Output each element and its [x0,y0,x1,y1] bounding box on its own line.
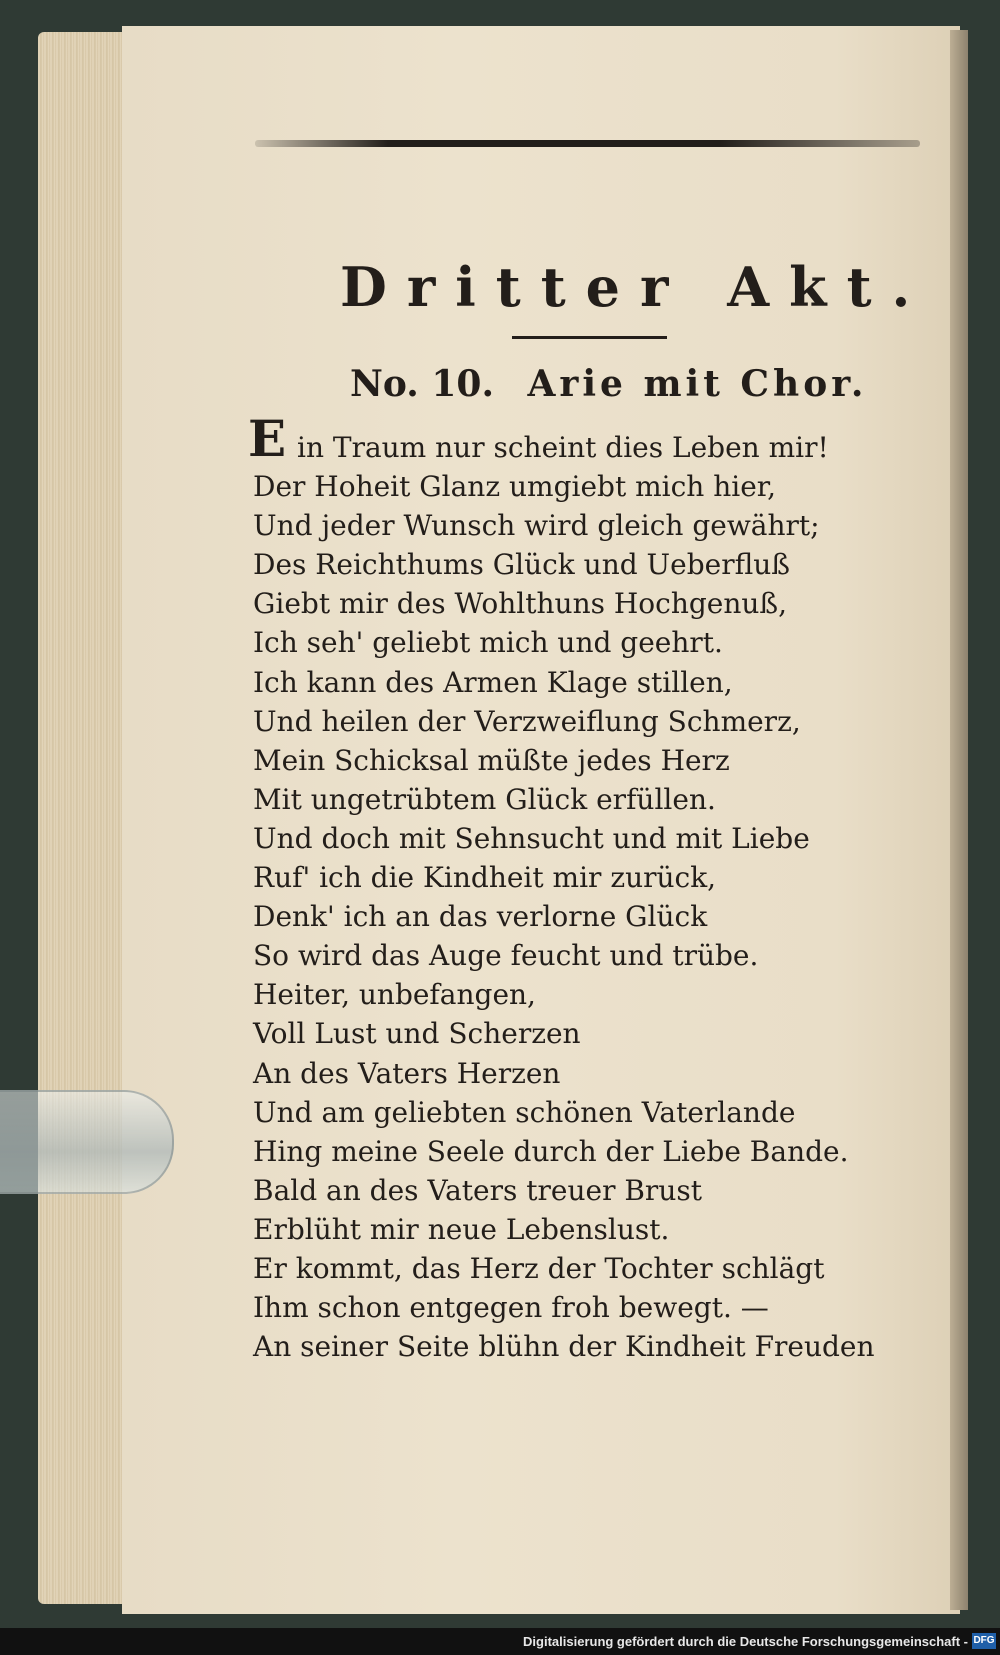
title-rule [512,336,667,339]
page-clip [0,1090,174,1194]
verse-line: An seiner Seite blühn der Kindheit Freuden [253,1330,875,1364]
verse-line: Giebt mir des Wohlthuns Hochgenuß, [253,587,788,621]
verse-line: Er kommt, das Herz der Tochter schlägt [253,1251,825,1285]
page-shadow [950,30,968,1610]
verse-line: Und jeder Wunsch wird gleich gewährt; [253,509,820,543]
page-edges [38,32,133,1604]
dfg-logo: DFG [972,1633,996,1649]
verse-line: Heiter, unbefangen, [253,978,536,1012]
verse-line: Und heilen der Verzweiflung Schmerz, [253,704,801,738]
verse-line: Mit ungetrübtem Glück erfüllen. [253,782,716,816]
verse-line: Ruf' ich die Kindheit mir zurück, [253,861,717,895]
verse-line: Ich kann des Armen Klage stillen, [253,665,733,699]
top-rule [255,140,920,147]
aria-number: No. 10. [350,363,494,405]
verse-line: in Traum nur scheint dies Leben mir! [297,431,829,464]
drop-initial: E [248,409,287,468]
verse-line: Mein Schicksal müßte jedes Herz [253,743,730,777]
verse-line: Des Reichthums Glück und Ueberfluß [253,548,791,582]
verse-line: Bald an des Vaters treuer Brust [253,1173,702,1207]
funding-notice: Digitalisierung gefördert durch die Deutsche Forschungsgemeinschaft - [523,1634,968,1649]
aria-heading [350,363,870,413]
verse-line: Und doch mit Sehnsucht und mit Liebe [253,821,810,855]
verse-line: Der Hoheit Glanz umgiebt mich hier, [253,470,776,504]
verse-line: Erblüht mir neue Lebenslust. [253,1212,670,1246]
verse-line: Ihm schon entgegen froh bewegt. — [253,1291,769,1325]
act-title: Dritter Akt. [340,255,931,319]
verse-line: So wird das Auge feucht und trübe. [253,939,759,973]
verse-line: Ich seh' geliebt mich und geehrt. [253,626,723,660]
verse-line: Hing meine Seele durch der Liebe Bande. [253,1134,849,1168]
verse-lines [253,428,903,1366]
verse-line: Voll Lust und Scherzen [253,1017,581,1051]
aria-title: Arie mit Chor. [527,363,868,405]
verse-line: An des Vaters Herzen [253,1056,561,1090]
verse-line: Denk' ich an das verlorne Glück [253,900,708,934]
verse-line: Und am geliebten schönen Vaterlande [253,1095,796,1129]
